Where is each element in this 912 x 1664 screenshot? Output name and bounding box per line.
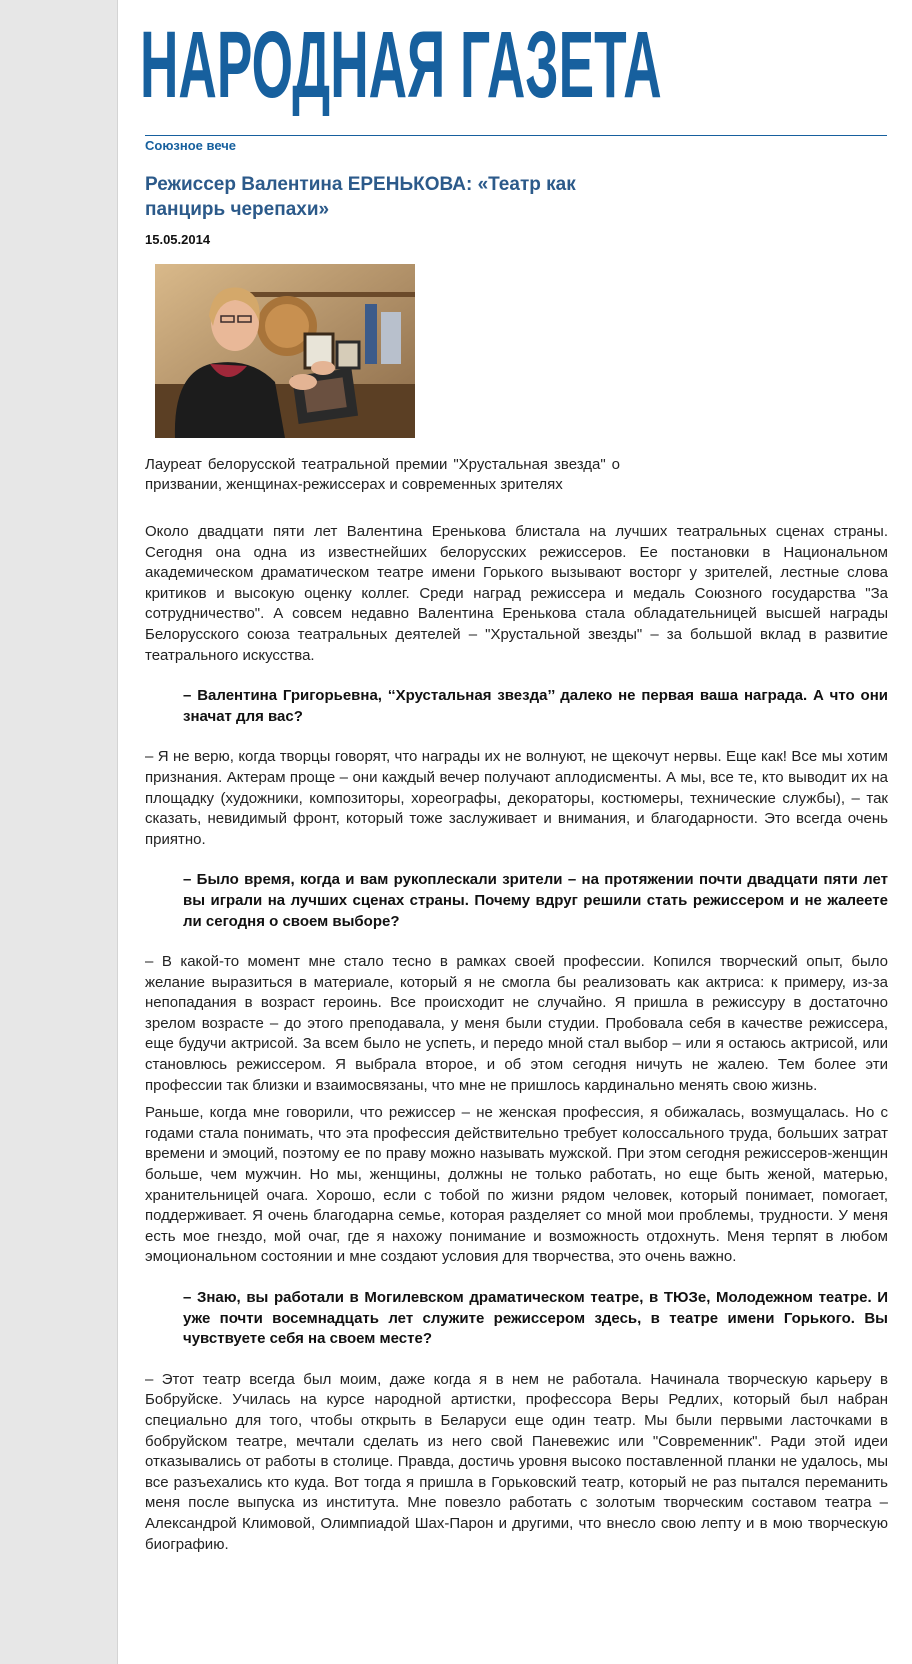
page — [118, 0, 912, 1664]
article-date: 15.05.2014 — [145, 232, 211, 247]
article-body — [145, 522, 888, 1562]
article-lead: Около двадцати пяти лет Валентина Еренькова блистала на лучших театральных сценах страны. Сегодня она одна из известнейших белорусских режиссеров. Ее постановки в Национальном академическом драматическом театре имени Горького вызывают восторг у зрителей, лестные слова критиков и высокую оценку коллег. Среди наград режиссера и медаль Союзного государства "За сотрудничество". А совсем недавно Валентина Еренькова стала обладательницей высшей награды Белорусского союза театральных деятелей – "Хрустальной звезды" – за большой вклад в развитие театрального искусства. — [145, 523, 888, 664]
interview-answer: – Этот театр всегда был моим, даже когда я в нем не работала. Начинала творческую карьеру в Бобруйске. Училась на курсе народной артистки, профессора Веры Редлих, который был набран специально для того, чтобы открыть в Беларуси еще один театр. Мы были первыми ласточками в бобруйском театре, мечтали сделать из него свой Паневежис или "Современник". Ради этой идеи отказывались от работы в столице. Правда, достичь уровня высоко поставленной планки не удалось, мы все разъехались кто куда. Вот тогда я пришла в Горьковский театр, который не раз пытался переманить меня после выпуска из института. Мне повезло работать с золотым творческим составом театра – Александрой Климовой, Олимпиадой Шах-Парон и другими, что внесло свою лепту и в мою творческую биографию. — [145, 1370, 888, 1553]
interview-answer: – Я не верю, когда творцы говорят, что награды их не волнуют, не щекочут нервы. Еще как! Все мы хотим признания. Актерам проще – они каждый вечер получают аплодисменты. А мы, все те, кто выводит их на площадку (художники, композиторы, хореографы, декораторы, костюмеры, технические службы), – так сказать, невидимый фронт, который тоже заслуживает и внимания, и благодарности. Это всегда очень приятно. — [145, 748, 888, 848]
photo-caption: Лауреат белорусской театральной премии "Хрустальная звезда" о призвании, женщинах-режиссерах и современных зрителях — [145, 456, 620, 493]
header-divider — [145, 135, 887, 136]
interview-question: – Было время, когда и вам рукоплескали зрители – на протяжении почти двадцати пяти лет вы играли на лучших сценах страны. Почему вдруг решили стать режиссером и не жалеете ли сегодня о своем выборе? — [183, 871, 888, 930]
rubric-link[interactable]: Союзное вече — [145, 138, 237, 153]
interview-answer: Раньше, когда мне говорили, что режиссер – не женская профессия, я обижалась, возмущалась. Но с годами стала понимать, что эта профессия действительно требует колоссального труда, больших затрат времени и эмоций, поэтому ее по праву можно называть мужской. При этом сегодня режиссеров-женщин больше, чем мужчин. Но мы, женщины, должны не только работать, но еще быть женой, матерью, хранительницей очага. Хорошо, если с тобой по жизни рядом человек, который понимает, помогает, поддерживает. Я очень благодарна семье, которая разделяет со мной мои проблемы, трудности. У меня есть мое гнездо, мой очаг, где я нахожу понимание и возможность отдохнуть. Меня терпят в любом эмоциональном состоянии и мне создают условия для творчества, это очень важно. — [145, 1104, 888, 1266]
interview-question: – Валентина Григорьевна, ‘‘Хрустальная звезда’’ далеко не первая ваша награда. А что они значат для вас? — [183, 687, 888, 725]
site-logo[interactable]: НАРОДНАЯ ГАЗЕТА — [140, 12, 662, 118]
interview-answer: – В какой-то момент мне стало тесно в рамках своей профессии. Копился творческий опыт, было желание выразиться в материале, который я не смогла бы реализовать как актриса: к примеру, из-за непопадания в возраст героинь. Все происходит не случайно. Я пришла в режиссуру в достаточно зрелом возрасте – до этого преподавала, у меня были студии. Пробовала себя в качестве режиссера, еще будучи актрисой. За всем было не успеть, и передо мной стал выбор – или я остаюсь актрисой, или становлюсь режиссером. Я выбрала второе, и об этом сегодня ничуть не жалею. Тем более эти профессии так близки и взаимосвязаны, что мне не пришлось кардинально менять свою жизнь. — [145, 953, 888, 1094]
article-photo — [155, 264, 415, 438]
article-title: Режиссер Валентина ЕРЕНЬКОВА: «Театр как панцирь черепахи» — [145, 174, 576, 220]
interview-question: – Знаю, вы работали в Могилевском драматическом театре, в ТЮЗе, Молодежном театре. И уже почти восемнадцать лет служите режиссером здесь, в театре имени Горького. Вы чувствуете себя на своем месте? — [183, 1289, 888, 1348]
